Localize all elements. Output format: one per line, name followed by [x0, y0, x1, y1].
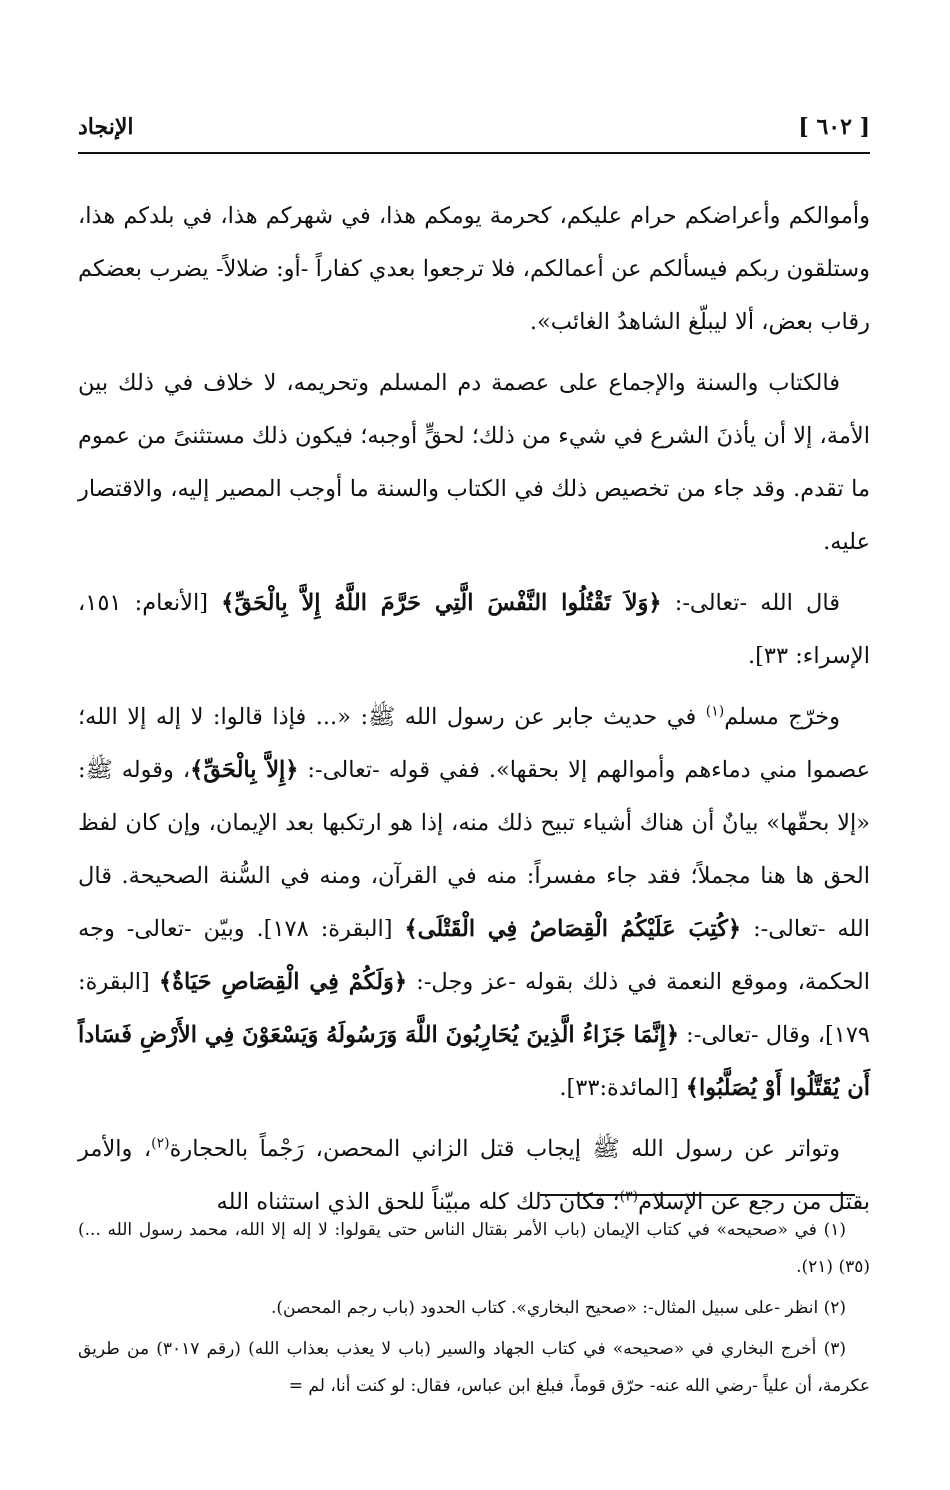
quran-verse: ﴿إِنَّمَا جَزَاءُ الَّذِينَ يُحَارِبُونَ اللَّهَ وَرَسُولَهُ وَيَسْعَوْنَ فِي الأَرْضِ فَسَاداً أَن يُقَتَّلُوا أَوْ يُصَلَّبُوا﴾ [78, 1022, 870, 1101]
p4-text-b: في حديث جابر عن رسول الله ﷺ: «... فإذا قالوا: لا إله إلا الله؛ عصموا مني دماءهم وأموالهم إلا بحقها». ففي قوله -تعالى-: [78, 704, 871, 783]
paragraph-1: وأموالكم وأعراضكم حرام عليكم، كحرمة يومكم هذا، في شهركم هذا، في بلدكم هذا، وستلقون ربكم فيسألكم عن أعمالكم، فلا ترجعوا بعدي كفاراً -أو: ضلالاً- يضرب بعضكم رقاب بعض، ألا ليبلّغ الشاهدُ الغائب». [78, 203, 870, 335]
paragraph-3 [78, 577, 870, 683]
quran-verse: ﴿إِلاَّ بِالْحَقِّ﴾ [190, 757, 299, 783]
footnotes [78, 1212, 870, 1409]
paragraph-4 [78, 691, 870, 1115]
footnote-ref-3: (٣) [619, 1188, 639, 1205]
footnote-ref-1: (١) [705, 703, 725, 720]
p4-text-d: [البقرة: ١٧٨]. وبيّن -تعالى- وجه الحكمة، وموقع النعمة في ذلك بقوله -عز وجل-: [78, 916, 870, 995]
footnote-1: (١) في «صحيحه» في كتاب الإيمان (باب الأمر بقتال الناس حتى يقولوا: لا إله إلا الله، محمد رسول الله ...) (٣٥) (٢١). [78, 1220, 870, 1277]
footnote-divider [540, 1194, 855, 1196]
p4-text-a: وخرّج مسلم [724, 704, 840, 730]
quran-verse: ﴿وَلَكُمْ فِي الْقِصَاصِ حَيَاةٌ﴾ [159, 969, 408, 995]
p4-text-c: ، وقوله ﷺ: «إلا بحقّها» بيانٌ أن هناك أشياء تبيح ذلك منه، إذا هو ارتكبها بعد الإيمان، وإن كان لفظ الحق ها هنا مجملاً؛ فقد جاء مفسراً: منه في القرآن، ومنه في السُّنة الصحيحة. قال الله -تعالى-: [78, 757, 871, 942]
page-header [78, 112, 870, 154]
footnote-3: (٣) أخرج البخاري في «صحيحه» في كتاب الجهاد والسير (باب لا يعذب بعذاب الله) (رقم ٣٠١٧) من طريق عكرمة، أن علياً -رضي الله عنه- حرّق قوماً، فبلغ ابن عباس، فقال: لو كنت أنا، لم = [78, 1339, 870, 1396]
main-text [78, 190, 870, 1237]
p5-text-b: ، والأمر بقتل من رجع عن الإسلام [78, 1136, 870, 1215]
p3-text-a: قال الله -تعالى-: [661, 590, 840, 616]
running-title: الإنجاد [78, 114, 134, 140]
p5-text-c: ؛ فكان ذلك كله مبيّناً للحق الذي استثناه الله [216, 1189, 620, 1215]
p4-text-f: [المائدة:٣٣]. [559, 1075, 686, 1101]
quran-verse: ﴿وَلاَ تَقْتُلُوا النَّفْسَ الَّتِي حَرَّمَ اللَّهُ إِلاَّ بِالْحَقِّ﴾ [221, 590, 662, 616]
p3-text-b: [الأنعام: ١٥١، الإسراء: ٣٣]. [78, 590, 870, 669]
quran-verse: ﴿كُتِبَ عَلَيْكُمُ الْقِصَاصُ فِي الْقَتْلَى﴾ [404, 916, 742, 942]
footnote-2: (٢) انظر -على سبيل المثال-: «صحيح البخاري». كتاب الحدود (باب رجم المحصن). [271, 1298, 846, 1318]
footnote-ref-2: (٢) [151, 1135, 170, 1152]
p5-text-a: وتواتر عن رسول الله ﷺ إيجاب قتل الزاني المحصن، رَجْماً بالحجارة [169, 1136, 840, 1162]
page-number: [ ٦٠٢ ] [798, 114, 870, 140]
p4-text-e: [البقرة: ١٧٩]، وقال -تعالى-: [78, 969, 870, 1048]
paragraph-2: فالكتاب والسنة والإجماع على عصمة دم المسلم وتحريمه، لا خلاف في ذلك بين الأمة، إلا أن يأذنَ الشرع في شيء من ذلك؛ لحقٍّ أوجبه؛ فيكون ذلك مستثنىً من عموم ما تقدم. وقد جاء من تخصيص ذلك في الكتاب والسنة ما أوجب المصير إليه، والاقتصار عليه. [78, 370, 870, 555]
